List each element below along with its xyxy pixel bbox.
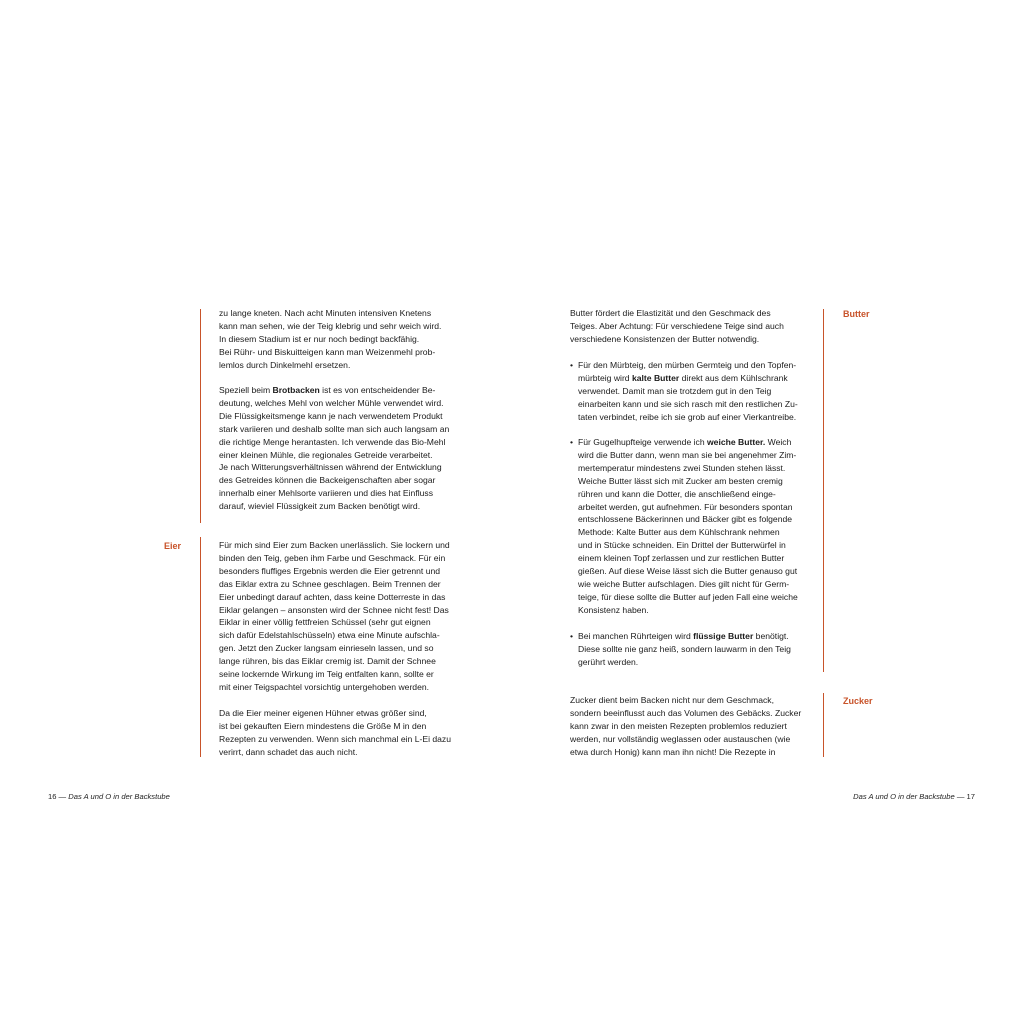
paragraph-text: ist es von entscheidender Be- deutung, welches Mehl von welcher Mühle verwendet wird. Die Flüssigkeitsmenge kann je nach verwendetem Produkt stark variieren und deshalb sollte man sich auch langsam an die richtige Menge herantasten. Ich verwende das Bio-Mehl einer kleinen Mühle, die regionales Getreide verarbeitet. Je nach Witterungsverhältnissen während der Entwicklung des Getreides können die Backeigenschaften aber sogar innerhalb einer Mehlsorte variieren und dies hat Einfluss darauf, wieviel Flüssigkeit zum Backen benötigt wird. (219, 385, 450, 512)
egg-size-paragraph: Da die Eier meiner eigenen Hühner etwas größer sind, ist bei gekauften Eiern mindestens die Größe M in den Rezepten zu verwenden. Wenn sich manchmal ein L-Ei dazu verirrt, dann schadet das auch nicht. (219, 708, 451, 757)
side-heading-butter: Butter (843, 309, 870, 319)
butter-intro-paragraph: Butter fördert die Elastizität und den Geschmack des Teiges. Aber Achtung: Für verschiedene Teige sind auch verschiedene Konsistenzen der Butter notwendig. (570, 308, 784, 344)
side-heading-zucker: Zucker (843, 696, 873, 706)
bullet-text: Für Gugelhupfteige verwende ich (578, 437, 707, 447)
right-page (512, 0, 1024, 1024)
bullet-text: Weich wird die Butter dann, wenn man sie bei angenehmer Zim- mertemperatur mindestens zwei Stunden stehen lässt. Weiche Butter lässt sich mit Zucker am besten cremig rühren und kann die Dotter, die anschließend einge- arbeitet werden, gut aufnehmen. Für besonders spontan entschlossene Bäckerinnen und Bäcker gibt es folgende Methode: Kalte Butter aus dem Kühlschrank nehmen und in Stücke schneiden. Ein Drittel der Butterwürfel in einem kleinen Topf zerlassen und zur restlichen Butter gießen. Auf diese Weise lässt sich die Butter genauso gut wie weiche Butter aufschlagen. Dies gilt nicht für Germ- teige, für diese sollte die Butter auf jeden Fall eine weiche Konsistenz haben. (578, 437, 798, 615)
eggs-paragraph: Für mich sind Eier zum Backen unerlässlich. Sie lockern und binden den Teig, geben ihm Farbe und Geschmack. Für ein besonders fluffiges Ergebnis werden die Eier getrennt und das Eiklar extra zu Schnee geschlagen. Beim Trennen der Eier unbedingt darauf achten, dass keine Dotterreste in das Eiklar gelangen – ansonsten wird der Schnee nicht fest! Das Eiklar in einer völlig fettfreien Schüssel (sehr gut eignen sich dafür Edelstahlschüsseln) etwa eine Minute aufschla- gen. Jetzt den Zucker langsam einrieseln lassen, und so lange rühren, bis das Eiklar cremig ist. Damit der Schnee seine lockernde Wirkung im Teig entfalten kann, sollte er mit einer Teigspachtel vorsichtig untergehoben werden. (219, 540, 450, 692)
bold-term: weiche Butter. (706, 437, 766, 447)
bold-term: kalte Butter (631, 372, 680, 383)
bullet-soft-butter (578, 436, 798, 617)
margin-rule-bottom (823, 693, 824, 757)
margin-rule-top (200, 309, 201, 523)
page-number: 16 — (48, 792, 67, 801)
bullet-liquid-butter (578, 630, 791, 669)
bold-term: Brotbacken (272, 385, 320, 395)
sugar-paragraph: Zucker dient beim Backen nicht nur dem Geschmack, sondern beeinflusst auch das Volumen des Gebäcks. Zucker kann zwar in den meisten Rezepten problemlos reduziert werden, nur vollständig weglassen oder austauschen (wie etwa durch Honig) kann man ihn nicht! Die Rezepte in (570, 695, 802, 757)
bullet-text: direkt aus dem Kühlschrank verwendet. Damit man sie trotzdem gut in den Teig einarbeiten kann und sie sich rasch mit den restlichen Zu- taten verbindet, reibe ich sie grob auf einer Vierkantreibe. (578, 372, 798, 422)
page-number: — 17 (956, 792, 975, 801)
side-heading-eier: Eier (164, 541, 182, 551)
bullet-cold-butter (578, 359, 798, 424)
margin-rule-bottom (200, 537, 201, 757)
page-folio-right (853, 792, 975, 801)
running-title: Das A und O in der Backstube (68, 792, 170, 801)
running-title: Das A und O in der Backstube (853, 792, 955, 801)
bullet-marker: • (570, 360, 574, 370)
bold-term: flüssige Butter (693, 631, 754, 641)
margin-rule-top (823, 309, 824, 672)
bullet-marker: • (570, 437, 574, 447)
page-folio-left (48, 792, 170, 801)
bullet-marker: • (570, 631, 574, 641)
bullet-text: Bei manchen Rührteigen wird (578, 631, 694, 641)
bread-baking-paragraph (219, 384, 449, 513)
flour-paragraph: zu lange kneten. Nach acht Minuten intensiven Knetens kann man sehen, wie der Teig klebrig und sehr weich wird. In diesem Stadium ist er nur noch bedingt backfähig. Bei Rühr- und Biskuitteigen kann man Weizenmehl prob- lemlos durch Dinkelmehl ersetzen. (219, 308, 442, 370)
bullet-text: benötigt. Diese sollte nie ganz heiß, sondern lauwarm in den Teig gerührt werden. (578, 631, 791, 667)
paragraph-text: Speziell beim (219, 385, 273, 395)
bullet-text: Für den Mürbteig, den mürben Germteig und den Topfen- mürbteig wird (578, 360, 797, 383)
